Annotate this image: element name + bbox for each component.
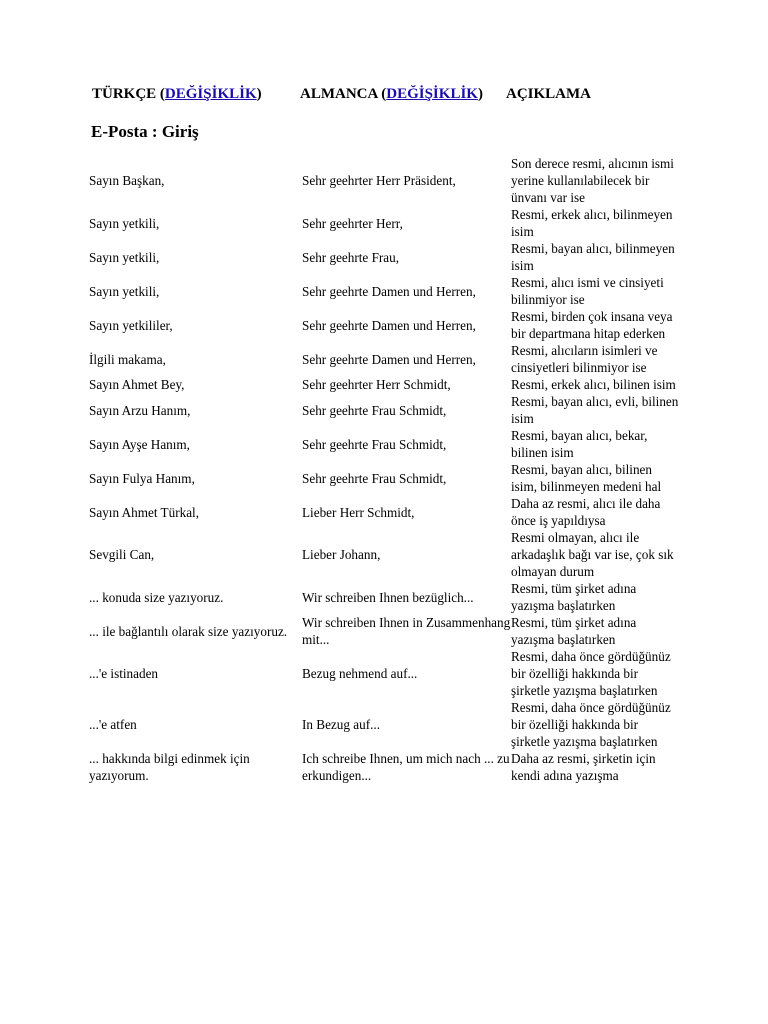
german-phrase: Sehr geehrte Frau, xyxy=(302,249,400,265)
turkish-phrase: ...'e atfen xyxy=(89,717,137,732)
phrase-description: Resmi, daha önce gördüğünüz bir özelliği hakkında bir şirketle yazışma başlatırken xyxy=(511,700,671,749)
table-row xyxy=(89,393,679,427)
turkish-phrase: Sayın Fulya Hanım, xyxy=(89,470,195,486)
german-phrase: Wir schreiben Ihnen in Zusammenhang mit... xyxy=(302,615,511,647)
german-phrase: Sehr geehrte Frau Schmidt, xyxy=(302,470,447,486)
german-phrase: Sehr geehrte Damen und Herren, xyxy=(302,317,476,333)
german-phrase: Sehr geehrte Damen und Herren, xyxy=(302,283,476,299)
phrase-description: Resmi olmayan, alıcı ile arkadaşlık bağı var ise, çok sık olmayan durum xyxy=(511,530,674,579)
table-row xyxy=(89,750,679,784)
table-row xyxy=(89,495,679,529)
table-row xyxy=(89,376,679,393)
turkish-phrase: Sayın Ayşe Hanım, xyxy=(89,436,190,452)
phrase-description: Resmi, daha önce gördüğünüz bir özelliği hakkında bir şirketle yazışma başlatırken xyxy=(511,649,671,698)
table-row xyxy=(89,648,679,699)
phrase-description: Resmi, bayan alıcı, bilinmeyen isim xyxy=(511,241,675,273)
turkish-phrase: ... ile bağlantılı olarak size yazıyoruz. xyxy=(89,623,288,639)
german-phrase: Sehr geehrte Damen und Herren, xyxy=(302,351,476,367)
german-phrase: Sehr geehrter Herr Schmidt, xyxy=(302,377,451,392)
turkish-phrase: Sayın Ahmet Türkal, xyxy=(89,504,200,520)
phrase-description: Resmi, alıcı ismi ve cinsiyeti bilinmiyor ise xyxy=(511,275,664,307)
turkish-phrase: Sayın yetkili, xyxy=(89,283,160,299)
turkish-phrase: Sayın yetkili, xyxy=(89,215,160,231)
table-row xyxy=(89,274,679,308)
table-row xyxy=(89,155,679,206)
turkish-phrase: ... hakkında bilgi edinmek için yazıyorum. xyxy=(89,751,250,783)
table-row xyxy=(89,699,679,750)
header-turkish: TÜRKÇE (DEĞİŞİKLİK) xyxy=(92,86,262,102)
turkish-change-link[interactable]: DEĞİŞİKLİK xyxy=(164,86,257,102)
table-row xyxy=(89,461,679,495)
german-phrase: Lieber Johann, xyxy=(302,547,381,562)
table-row xyxy=(89,580,679,614)
german-phrase: In Bezug auf... xyxy=(302,717,380,732)
turkish-phrase: Sayın Ahmet Bey, xyxy=(89,377,185,392)
phrase-description: Daha az resmi, şirketin için kendi adına yazışma xyxy=(511,751,656,783)
phrase-description: Resmi, erkek alıcı, bilinmeyen isim xyxy=(511,207,673,239)
turkish-phrase: Sayın yetkili, xyxy=(89,249,160,265)
header-german: ALMANCA (DEĞİŞİKLİK) xyxy=(300,86,483,102)
german-phrase: Wir schreiben Ihnen bezüglich... xyxy=(302,589,474,605)
phrase-description: Resmi, bayan alıcı, evli, bilinen isim xyxy=(511,394,679,426)
turkish-phrase: ... konuda size yazıyoruz. xyxy=(89,589,224,605)
phrase-table-body xyxy=(89,155,679,784)
phrase-description: Resmi, tüm şirket adına yazışma başlatırken xyxy=(511,615,637,647)
phrase-description: Daha az resmi, alıcı ile daha önce iş yapıldıysa xyxy=(511,496,661,528)
turkish-phrase: ...'e istinaden xyxy=(89,666,159,681)
german-change-link[interactable]: DEĞİŞİKLİK xyxy=(386,86,478,102)
turkish-phrase: Sevgili Can, xyxy=(89,547,155,562)
phrase-description: Son derece resmi, alıcının ismi yerine kullanılabilecek bir ünvanı var ise xyxy=(511,156,674,205)
german-phrase: Sehr geehrte Frau Schmidt, xyxy=(302,436,447,452)
table-row xyxy=(89,427,679,461)
phrase-description: Resmi, alıcıların isimleri ve cinsiyetleri bilinmiyor ise xyxy=(511,343,658,375)
german-phrase: Sehr geehrter Herr, xyxy=(302,215,403,231)
phrase-description: Resmi, erkek alıcı, bilinen isim xyxy=(511,377,676,392)
turkish-phrase: Sayın Arzu Hanım, xyxy=(89,402,191,418)
header-description: AÇIKLAMA xyxy=(506,86,591,102)
phrase-table xyxy=(89,155,679,784)
german-phrase: Sehr geehrter Herr Präsident, xyxy=(302,173,456,188)
turkish-phrase: Sayın Başkan, xyxy=(89,173,165,188)
turkish-phrase: İlgili makama, xyxy=(89,351,166,367)
table-row xyxy=(89,240,679,274)
german-phrase: Lieber Herr Schmidt, xyxy=(302,504,415,520)
phrase-description: Resmi, birden çok insana veya bir departmana hitap ederken xyxy=(511,309,673,341)
table-row xyxy=(89,308,679,342)
german-phrase: Ich schreibe Ihnen, um mich nach ... zu erkundigen... xyxy=(302,751,510,783)
table-row xyxy=(89,529,679,580)
german-phrase: Bezug nehmend auf... xyxy=(302,666,418,681)
section-title: E-Posta : Giriş xyxy=(91,122,199,141)
german-phrase: Sehr geehrte Frau Schmidt, xyxy=(302,402,447,418)
phrase-description: Resmi, bayan alıcı, bilinen isim, bilinmeyen medeni hal xyxy=(511,462,662,494)
phrase-description: Resmi, bayan alıcı, bekar, bilinen isim xyxy=(511,428,648,460)
phrase-description: Resmi, tüm şirket adına yazışma başlatırken xyxy=(511,581,637,613)
table-row xyxy=(89,614,679,648)
table-row xyxy=(89,342,679,376)
table-row xyxy=(89,206,679,240)
turkish-phrase: Sayın yetkililer, xyxy=(89,317,173,333)
